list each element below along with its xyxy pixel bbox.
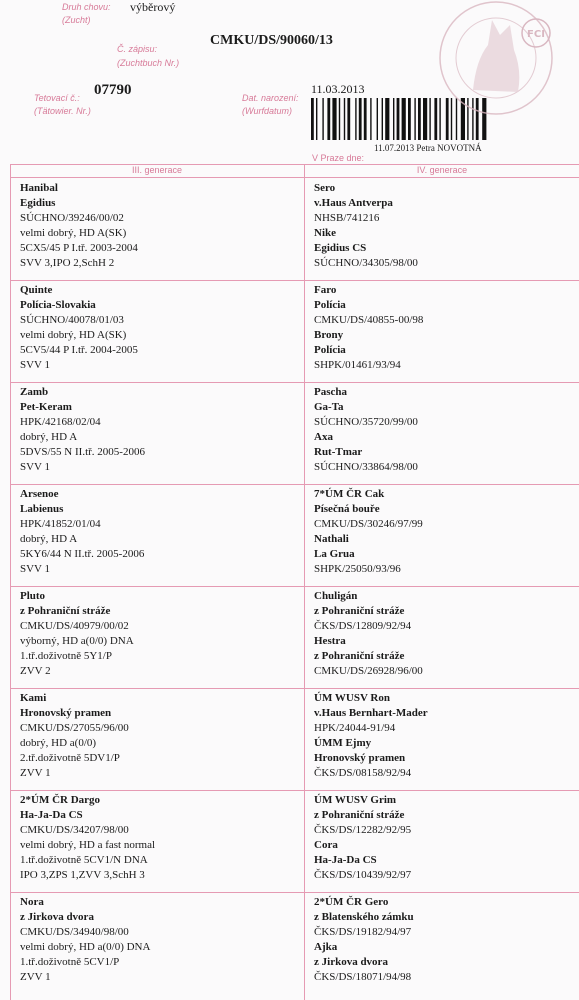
ancestors-gen4 bbox=[314, 589, 423, 679]
sire-name: Faro bbox=[314, 284, 337, 296]
dam-name: Cora bbox=[314, 839, 338, 851]
barcode-bar bbox=[347, 98, 350, 140]
dam-name: Axa bbox=[314, 431, 333, 443]
ancestor-gen3 bbox=[20, 487, 144, 577]
ancestors-gen4 bbox=[314, 793, 411, 883]
barcode-bar bbox=[414, 98, 415, 140]
sire-registration: ČKS/DS/12809/92/94 bbox=[314, 620, 412, 632]
barcode-bar bbox=[397, 98, 400, 140]
dam-kennel: Egidius CS bbox=[314, 242, 367, 254]
dam-kennel: La Grua bbox=[314, 548, 355, 560]
dog-name: Hanibal bbox=[20, 182, 58, 194]
sire-registration: ČKS/DS/19182/94/97 bbox=[314, 926, 412, 938]
dog-detail: 5CV5/44 P I.tř. 2004-2005 bbox=[20, 344, 138, 356]
dog-detail: 1.tř.doživotně 5Y1/P bbox=[20, 650, 112, 662]
ancestors-gen4 bbox=[314, 691, 428, 781]
dog-detail: dobrý, HD A bbox=[20, 431, 78, 443]
sire-registration: HPK/24044-91/94 bbox=[314, 722, 396, 734]
kennel-name: Hronovský pramen bbox=[20, 707, 112, 719]
dog-detail: výborný, HD a(0/0) DNA bbox=[20, 635, 134, 647]
barcode-bar bbox=[359, 98, 362, 140]
fci-logo-text: FCI bbox=[527, 29, 545, 40]
dog-detail: SVV 1 bbox=[20, 461, 51, 473]
dog-detail: 5CX5/45 P I.tř. 2003-2004 bbox=[20, 242, 138, 254]
dam-registration: ČKS/DS/08158/92/94 bbox=[314, 767, 412, 779]
birth-label-de: (Wurfdatum) bbox=[242, 106, 293, 116]
dog-detail: SVV 3,IPO 2,SchH 2 bbox=[20, 257, 115, 269]
sire-kennel: v.Haus Antverpa bbox=[314, 197, 393, 209]
dam-kennel: Rut-Tmar bbox=[314, 446, 363, 458]
barcode-bar bbox=[364, 98, 367, 140]
kennel-name: Polícia-Slovakia bbox=[20, 299, 96, 311]
registry-label-de: (Zuchtbuch Nr.) bbox=[117, 58, 180, 68]
row-separator bbox=[10, 790, 579, 791]
sire-name: Chuligán bbox=[314, 590, 358, 602]
barcode-bar bbox=[339, 98, 340, 140]
dog-detail: velmi dobrý, HD A(SK) bbox=[20, 329, 127, 341]
dog-detail: dobrý, HD a(0/0) bbox=[20, 737, 97, 749]
sire-name: 7*ÚM ČR Cak bbox=[314, 488, 385, 500]
dam-kennel: z Jirkova dvora bbox=[314, 956, 388, 968]
issue-note: 11.07.2013 Petra NOVOTNÁ bbox=[374, 143, 482, 153]
barcode-bar bbox=[322, 98, 323, 140]
breed-type-label: Druh chovu: bbox=[62, 2, 111, 12]
dam-registration: SHPK/25050/93/96 bbox=[314, 563, 401, 575]
sire-kennel: Polícia bbox=[314, 299, 346, 311]
birth-date: 11.03.2013 bbox=[311, 82, 365, 96]
column-header-left: III. generace bbox=[131, 165, 183, 175]
sire-kennel: z Blatenského zámku bbox=[314, 911, 414, 923]
dam-name: Nathali bbox=[314, 533, 349, 545]
dog-detail: velmi dobrý, HD A(SK) bbox=[20, 227, 127, 239]
dam-name: Nike bbox=[314, 227, 336, 239]
ancestor-gen3 bbox=[20, 181, 138, 271]
dog-name: Arsenoe bbox=[20, 488, 59, 500]
row-separator bbox=[10, 280, 579, 281]
barcode-bar bbox=[408, 98, 411, 140]
row-separator bbox=[10, 688, 579, 689]
ancestors-gen4 bbox=[314, 181, 418, 271]
dog-detail: CMKU/DS/34940/98/00 bbox=[20, 926, 129, 938]
dam-registration: SÚCHNO/33864/98/00 bbox=[314, 461, 418, 473]
dog-detail: ZVV 1 bbox=[20, 767, 51, 779]
sire-name: ÚM WUSV Ron bbox=[314, 692, 390, 704]
dog-detail: SÚCHNO/40078/01/03 bbox=[20, 314, 124, 326]
dam-kennel: Ha-Ja-Da CS bbox=[314, 854, 377, 866]
sire-kennel: v.Haus Bernhart-Mader bbox=[314, 707, 428, 719]
row-separator bbox=[10, 892, 579, 893]
column-header-right: IV. generace bbox=[416, 165, 468, 175]
dog-detail: ZVV 2 bbox=[20, 665, 51, 677]
dog-detail: HPK/41852/01/04 bbox=[20, 518, 101, 530]
barcode-bar bbox=[311, 98, 314, 140]
dog-detail: velmi dobrý, HD a(0/0) DNA bbox=[20, 941, 151, 953]
kennel-name: Egidius bbox=[20, 197, 56, 209]
tattoo-label: Tetovací č.: bbox=[34, 93, 80, 103]
kennel-name: Pet-Keram bbox=[20, 401, 72, 413]
barcode-bar bbox=[355, 98, 356, 140]
row-separator bbox=[10, 586, 579, 587]
sire-name: Sero bbox=[314, 182, 336, 194]
kennel-name: z Pohraniční stráže bbox=[20, 605, 111, 617]
ancestors-gen4 bbox=[314, 385, 418, 475]
ancestor-gen3 bbox=[20, 589, 134, 679]
sire-name: 2*ÚM ČR Gero bbox=[314, 896, 389, 908]
dog-detail: dobrý, HD A bbox=[20, 533, 78, 545]
kennel-name: z Jirkova dvora bbox=[20, 911, 94, 923]
breed-type-label-de: (Zucht) bbox=[62, 15, 91, 25]
dog-detail: CMKU/DS/40979/00/02 bbox=[20, 620, 129, 632]
registry-number: CMKU/DS/90060/13 bbox=[210, 33, 333, 48]
breed-type-value: výběrový bbox=[130, 0, 176, 14]
dog-detail: IPO 3,ZPS 1,ZVV 3,SchH 3 bbox=[20, 869, 145, 881]
place-label: V Praze dne: bbox=[312, 153, 365, 163]
ancestors-gen4 bbox=[314, 487, 423, 577]
column-divider bbox=[304, 164, 305, 1000]
dog-detail: 5KY6/44 N II.tř. 2005-2006 bbox=[20, 548, 145, 560]
dam-kennel: Hronovský pramen bbox=[314, 752, 406, 764]
row-separator bbox=[10, 484, 579, 485]
ancestor-gen3 bbox=[20, 385, 145, 475]
sire-registration: SÚCHNO/35720/99/00 bbox=[314, 416, 418, 428]
ancestor-gen3 bbox=[20, 691, 129, 781]
tattoo-label-de: (Tätowier. Nr.) bbox=[34, 106, 91, 116]
sire-registration: CMKU/DS/30246/97/99 bbox=[314, 518, 423, 530]
barcode-bar bbox=[332, 98, 336, 140]
dog-detail: ZVV 1 bbox=[20, 971, 51, 983]
sire-kennel: z Pohraniční stráže bbox=[314, 605, 405, 617]
dog-detail: 1.tř.doživotně 5CV1/N DNA bbox=[20, 854, 148, 866]
dam-name: ÚMM Ejmy bbox=[314, 737, 372, 749]
barcode-bar bbox=[327, 98, 330, 140]
dog-detail: 2.tř.doživotně 5DV1/P bbox=[20, 752, 120, 764]
barcode-bar bbox=[344, 98, 345, 140]
sire-name: ÚM WUSV Grim bbox=[314, 794, 397, 806]
dam-name: Ajka bbox=[314, 941, 338, 953]
dog-detail: CMKU/DS/34207/98/00 bbox=[20, 824, 129, 836]
dog-name: Zamb bbox=[20, 386, 49, 398]
ancestors-gen4 bbox=[314, 283, 423, 373]
dam-name: Brony bbox=[314, 329, 344, 341]
barcode-bar bbox=[370, 98, 371, 140]
sire-registration: NHSB/741216 bbox=[314, 212, 380, 224]
ancestors-gen4 bbox=[314, 895, 414, 985]
sire-registration: ČKS/DS/12282/92/95 bbox=[314, 824, 412, 836]
dog-name: Quinte bbox=[20, 284, 53, 296]
sire-name: Pascha bbox=[314, 386, 347, 398]
ancestor-gen3 bbox=[20, 793, 155, 883]
dam-registration: ČKS/DS/18071/94/98 bbox=[314, 971, 412, 983]
dog-detail: SÚCHNO/39246/00/02 bbox=[20, 212, 124, 224]
kennel-name: Labienus bbox=[20, 503, 64, 515]
sire-kennel: z Pohraniční stráže bbox=[314, 809, 405, 821]
ancestor-gen3 bbox=[20, 895, 150, 985]
dam-registration: SHPK/01461/93/94 bbox=[314, 359, 401, 371]
left-border bbox=[10, 164, 11, 1000]
dog-detail: 1.tř.doživotně 5CV1/P bbox=[20, 956, 120, 968]
header-rule bbox=[10, 177, 579, 178]
barcode-bar bbox=[382, 98, 383, 140]
dog-name: Nora bbox=[20, 896, 44, 908]
dog-detail: 5DVS/55 N II.tř. 2005-2006 bbox=[20, 446, 145, 458]
kennel-name: Ha-Ja-Da CS bbox=[20, 809, 83, 821]
sire-registration: CMKU/DS/40855-00/98 bbox=[314, 314, 424, 326]
dog-detail: SVV 1 bbox=[20, 359, 51, 371]
dam-registration: ČKS/DS/10439/92/97 bbox=[314, 869, 412, 881]
barcode-bar bbox=[316, 98, 317, 140]
sire-kennel: Ga-Ta bbox=[314, 401, 344, 413]
registry-label: Č. zápisu: bbox=[117, 44, 158, 54]
sire-kennel: Písečná bouře bbox=[314, 503, 380, 515]
dam-registration: CMKU/DS/26928/96/00 bbox=[314, 665, 423, 677]
dam-registration: SÚCHNO/34305/98/00 bbox=[314, 257, 418, 269]
barcode-bar bbox=[402, 98, 406, 140]
dam-kennel: Polícia bbox=[314, 344, 346, 356]
dog-detail: HPK/42168/02/04 bbox=[20, 416, 101, 428]
dog-detail: velmi dobrý, HD a fast normal bbox=[20, 839, 156, 851]
dam-kennel: z Pohraniční stráže bbox=[314, 650, 405, 662]
dam-name: Hestra bbox=[314, 635, 346, 647]
dog-detail: CMKU/DS/27055/96/00 bbox=[20, 722, 129, 734]
dog-name: Kami bbox=[20, 692, 47, 704]
birth-label: Dat. narození: bbox=[242, 93, 299, 103]
row-separator bbox=[10, 382, 579, 383]
ancestor-gen3 bbox=[20, 283, 138, 373]
barcode-bar bbox=[377, 98, 378, 140]
dog-name: 2*ÚM ČR Dargo bbox=[20, 794, 101, 806]
fci-stamp bbox=[418, 0, 578, 130]
tattoo-number: 07790 bbox=[94, 82, 132, 98]
barcode-bar bbox=[393, 98, 394, 140]
dog-detail: SVV 1 bbox=[20, 563, 51, 575]
dog-name: Pluto bbox=[20, 590, 46, 602]
barcode-bar bbox=[385, 98, 389, 140]
